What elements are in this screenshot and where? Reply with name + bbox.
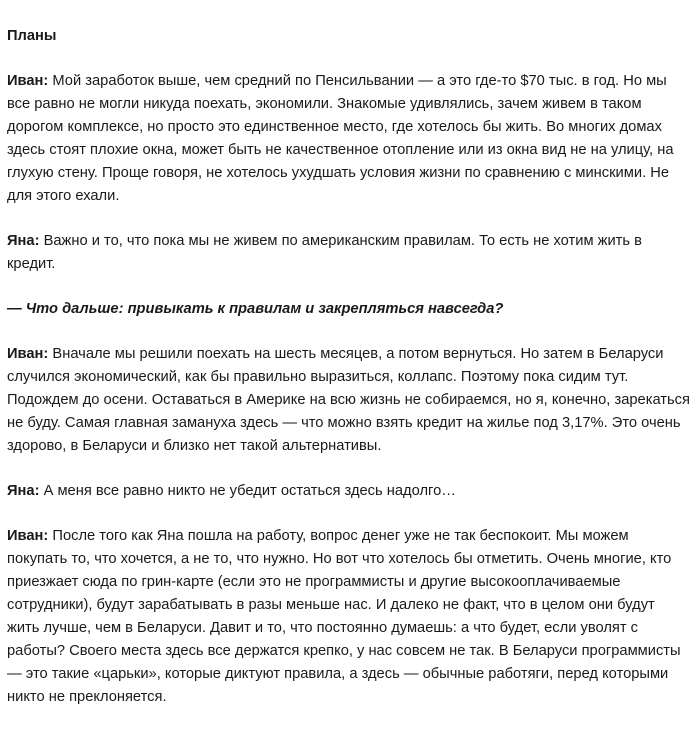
paragraph-ivan-3 bbox=[7, 525, 691, 709]
speaker-label: Яна: bbox=[7, 483, 40, 499]
speaker-label: Иван: bbox=[7, 73, 49, 89]
paragraph-ivan-1 bbox=[7, 70, 691, 208]
section-heading: Планы bbox=[7, 28, 57, 44]
interview-question: — Что дальше: привыкать к правилам и закрепляться навсегда? bbox=[7, 301, 504, 317]
paragraph-ivan-2 bbox=[7, 343, 691, 458]
speaker-label: Иван: bbox=[7, 346, 49, 362]
paragraph-yana-1 bbox=[7, 230, 691, 276]
speaker-label: Яна: bbox=[7, 233, 40, 249]
speaker-label: Иван: bbox=[7, 528, 49, 544]
paragraph-text: После того как Яна пошла на работу, вопрос денег уже не так беспокоит. Мы можем покупать то, что хочется, а не то, что нужно. Но вот что хотелось бы отметить. Очень многие, кто приезжает сюда по грин-карте (если это не программисты и другие высокооплачиваемые сотрудники), будут зарабатывать в разы меньше нас. И далеко не факт, что в целом они будут жить лучше, чем в Беларуси. Давит и то, что постоянно думаешь: а что будет, если уволят с работы? Своего места здесь все держатся крепко, у нас совсем не так. В Беларуси программисты — это такие «царьки», которые диктуют правила, а здесь — обычные работяги, перед которыми никто не преклоняется. bbox=[7, 528, 681, 705]
article-body bbox=[7, 25, 691, 731]
paragraph-text: Вначале мы решили поехать на шесть месяцев, а потом вернуться. Но затем в Беларуси случился экономический, как бы правильно выразиться, коллапс. Поэтому пока сидим тут. Подождем до осени. Оставаться в Америке на всю жизнь не собираемся, но я, конечно, зарекаться не буду. Самая главная замануха здесь — что можно взять кредит на жилье под 3,17%. Это очень здорово, в Беларуси и близко нет такой альтернативы. bbox=[7, 346, 690, 454]
paragraph-text: А меня все равно никто не убедит остаться здесь надолго… bbox=[39, 483, 456, 499]
paragraph-text: Важно и то, что пока мы не живем по американским правилам. То есть не хотим жить в кредит. bbox=[7, 233, 642, 272]
paragraph-text: Мой заработок выше, чем средний по Пенсильвании — а это где-то $70 тыс. в год. Но мы все равно не могли никуда поехать, экономили. Знакомые удивлялись, зачем живем в таком дорогом комплексе, но просто это единственное место, где хотелось бы жить. Во многих домах здесь стоят плохие окна, может быть не качественное отопление или из окна вид не на улицу, на глухую стену. Проще говоря, не хотелось ухудшать условия жизни по сравнению с минскими. Не для этого ехали. bbox=[7, 73, 674, 204]
paragraph-yana-2 bbox=[7, 480, 691, 503]
